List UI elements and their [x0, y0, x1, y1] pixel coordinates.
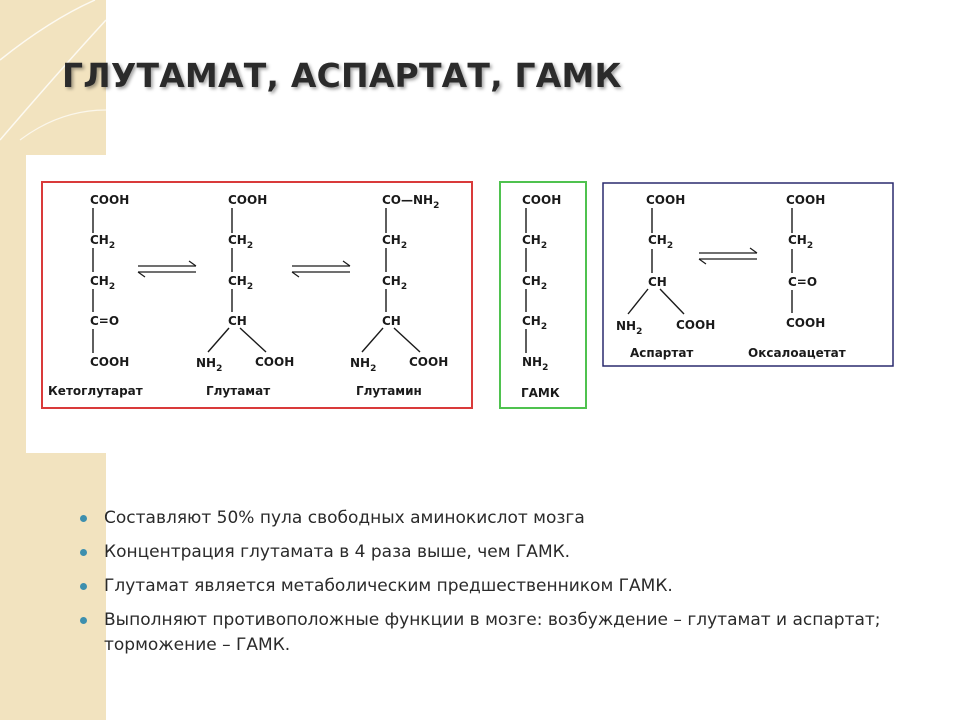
ketoglutarate-structure [48, 193, 143, 398]
group-cooh: COOH [646, 193, 686, 207]
bullet-item [80, 574, 920, 599]
group-cooh: COOH [786, 193, 826, 207]
group-ch2: $CH_2$ [90, 274, 116, 292]
group-cooh: COOH [786, 316, 826, 330]
group-c-eq-o: C=O [788, 275, 818, 289]
group-nh2: $NH_2$ [196, 356, 223, 374]
caption-gaba: ГАМК [521, 386, 560, 400]
bullet-text: Составляют 50% пула свободных аминокислот мозга [104, 508, 585, 528]
group-c-eq-o: C=O [90, 314, 120, 328]
caption-aspartate: Аспартат [630, 346, 694, 360]
bullet-dot-icon [80, 583, 87, 590]
gaba-structure [521, 193, 561, 400]
group-ch2: $CH_2$ [522, 274, 548, 292]
group-cooh: COOH [90, 193, 130, 207]
group-cooh: COOH [90, 355, 130, 369]
structure-diagram [26, 155, 616, 453]
caption-glutamate: Глутамат [206, 384, 271, 398]
group-ch2: $CH_2$ [382, 233, 408, 251]
group-ch: CH [382, 314, 401, 328]
equilibrium-arrow [292, 261, 350, 277]
bullet-text: Глутамат является метаболическим предшественником ГАМК. [104, 576, 673, 596]
bullet-item [80, 608, 920, 658]
group-nh2: $NH_2$ [616, 319, 643, 337]
green-box [500, 182, 586, 408]
bullet-text: Выполняют противоположные функции в мозге: возбуждение – глутамат и аспартат; торможение – ГАМК. [104, 610, 881, 655]
group-cooh: COOH [228, 193, 268, 207]
glutamine-structure [350, 193, 448, 398]
red-box [42, 182, 472, 408]
navy-box-frame [603, 183, 893, 366]
aspartate-diagram [602, 182, 896, 372]
caption-ketoglutarate: Кетоглутарат [48, 384, 143, 398]
bullet-text: Концентрация глутамата в 4 раза выше, чем ГАМК. [104, 542, 571, 562]
bullet-dot-icon [80, 549, 87, 556]
group-nh2: $NH_2$ [350, 356, 377, 374]
group-co-nh2: $CO—NH_2$ [382, 193, 440, 211]
group-ch2: $CH_2$ [382, 274, 408, 292]
group-nh2: $NH_2$ [522, 355, 549, 373]
caption-oxaloacetate: Оксалоацетат [748, 346, 846, 360]
equilibrium-arrow [138, 261, 196, 277]
aspartate-structure [616, 193, 715, 360]
bullet-list [80, 506, 920, 667]
group-ch2: $CH_2$ [522, 314, 548, 332]
group-cooh: COOH [409, 355, 449, 369]
equilibrium-arrow [699, 248, 757, 264]
glutamate-structure [196, 193, 294, 398]
group-ch2: $CH_2$ [228, 233, 254, 251]
group-ch2: $CH_2$ [788, 233, 814, 251]
group-cooh: COOH [255, 355, 295, 369]
bullet-dot-icon [80, 515, 87, 522]
group-ch2: $CH_2$ [228, 274, 254, 292]
bullet-dot-icon [80, 617, 87, 624]
group-ch: CH [228, 314, 247, 328]
group-ch2: $CH_2$ [90, 233, 116, 251]
bullet-item [80, 540, 920, 565]
group-ch: CH [648, 275, 667, 289]
slide-title: ГЛУТАМАТ, АСПАРТАТ, ГАМК [62, 56, 622, 95]
group-ch2: $CH_2$ [522, 233, 548, 251]
bullet-item [80, 506, 920, 531]
oxaloacetate-structure [748, 193, 846, 360]
group-cooh: COOH [676, 318, 716, 332]
caption-glutamine: Глутамин [356, 384, 422, 398]
group-ch2: $CH_2$ [648, 233, 674, 251]
group-cooh: COOH [522, 193, 562, 207]
